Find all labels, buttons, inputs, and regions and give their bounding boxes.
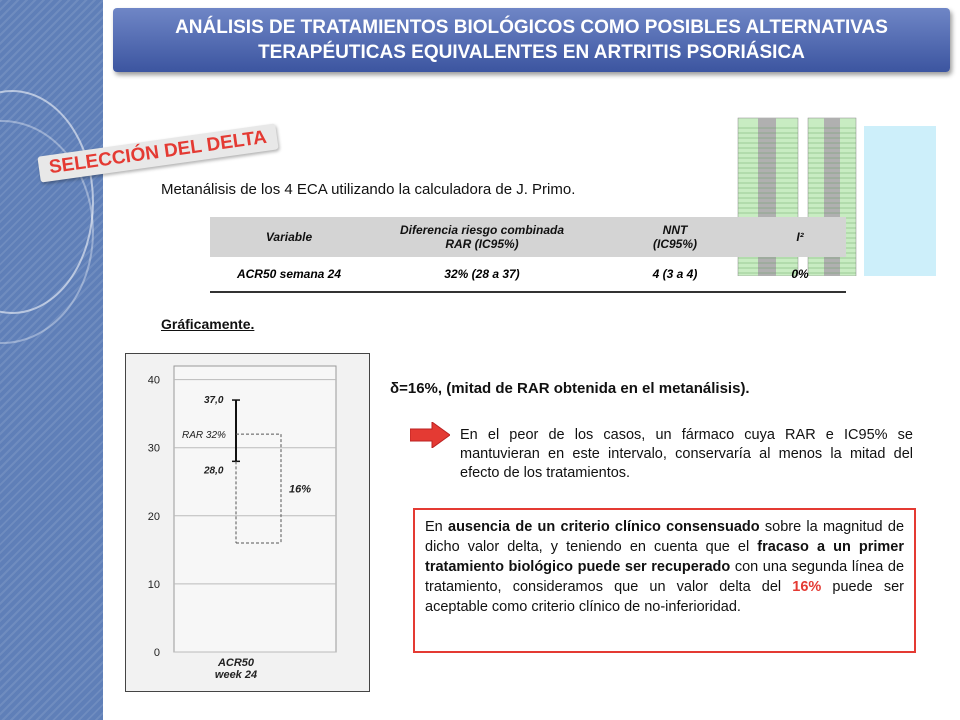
criterio-bold-1: ausencia de un criterio clínico consensuado (448, 519, 760, 535)
decorative-side-panel (0, 0, 103, 720)
table-header-i2: I² (754, 217, 846, 257)
delta-label: 16% (289, 483, 312, 496)
title-line-1: ANÁLISIS DE TRATAMIENTOS BIOLÓGICOS COMO POSIBLES ALTERNATIVAS (175, 17, 888, 38)
table-row (210, 257, 846, 292)
x-axis-label: week 24 (214, 669, 258, 681)
rar-label: RAR 32% (182, 430, 226, 442)
criterio-text-2: sobre la magnitud de dicho valor delta, y teniendo en cuenta que el (425, 519, 905, 555)
header-rar-line: Diferencia riesgo combinada RAR (IC95%) (399, 223, 565, 251)
right-arrow-icon (410, 422, 450, 448)
cell-i2: 0% (754, 257, 846, 292)
criterio-text-3: con una segunda línea de tratamiento, consideramos que un valor delta del (425, 559, 905, 595)
table-header-row (210, 217, 846, 257)
cell-nnt: 4 (3 a 4) (596, 257, 754, 292)
results-table (210, 217, 846, 293)
y-tick-label: 20 (147, 510, 160, 523)
delta-chart (125, 353, 370, 692)
criterio-text-1: En (425, 519, 449, 535)
lower-ci-label: 28,0 (204, 465, 224, 477)
graph-heading: Gráficamente. (161, 316, 255, 332)
y-tick-label: 0 (153, 647, 160, 659)
cell-variable: ACR50 semana 24 (210, 257, 368, 292)
header-nnt-line: NNT (IC95%) (652, 223, 697, 251)
meta-analysis-text: Metanálisis de los 4 ECA utilizando la calculadora de J. Primo. (161, 181, 576, 198)
cell-rar: 32% (28 a 37) (368, 257, 596, 292)
plot-area (174, 366, 336, 652)
delta-chart-svg (126, 354, 369, 691)
section-tag: SELECCIÓN DEL DELTA (37, 123, 278, 182)
table-header-rar (368, 217, 596, 257)
criterio-bold-2: fracaso a un primer tratamiento biológico puede ser recuperado (425, 539, 904, 575)
table-header-nnt (596, 217, 754, 257)
criterio-text-4: puede ser aceptable como criterio clínico de no-inferioridad. (425, 579, 904, 615)
y-tick-label: 10 (147, 578, 160, 591)
y-tick-label: 40 (147, 374, 160, 387)
y-tick-label: 30 (147, 442, 160, 455)
x-axis-label: ACR50 (217, 657, 255, 669)
title-banner (113, 8, 950, 72)
table-header-variable: Variable (210, 217, 368, 257)
delta-statement: δ=16%, (mitad de RAR obtenida en el metanálisis). (390, 380, 750, 397)
worst-case-text: En el peor de los casos, un fármaco cuya RAR e IC95% se mantuvieran en este intervalo, conservaría al menos la mitad del efecto de los tratamientos. (460, 427, 913, 481)
upper-ci-label: 37,0 (204, 395, 224, 407)
clinical-criterion-box (413, 508, 916, 653)
criterio-delta-value: 16% (792, 579, 822, 595)
title-line-2: TERAPÉUTICAS EQUIVALENTES EN ARTRITIS PSORIÁSICA (258, 42, 805, 63)
